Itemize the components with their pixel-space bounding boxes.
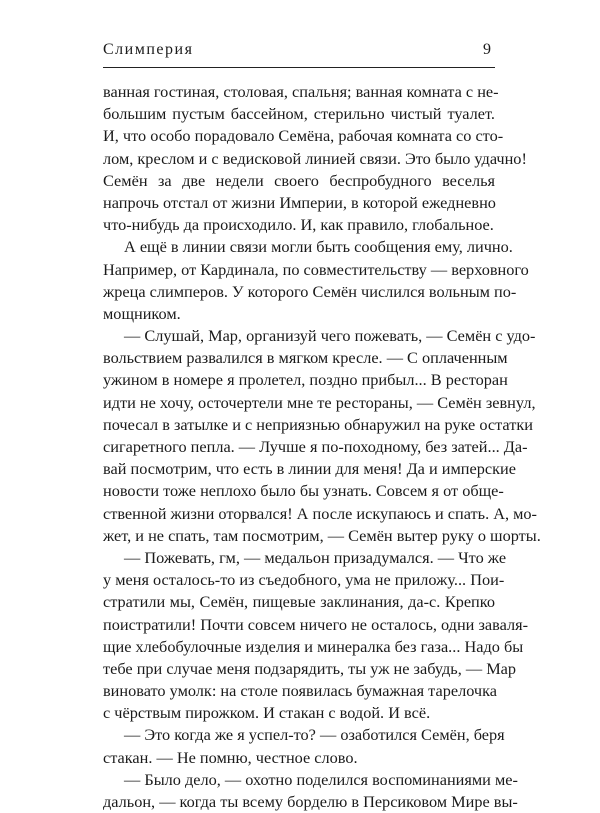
header-rule (103, 67, 495, 68)
text-line: А ещё в линии связи могли быть сообщения ему, лично. (124, 237, 513, 257)
text-line: — Пожевать, гм, — медальон призадумался. — Что же (124, 547, 507, 567)
text-line: И, что особо порадовало Семёна, рабочая комната со сто- (103, 126, 504, 146)
text-line: Семён за две недели своего беспробудного веселья (103, 170, 495, 190)
text-line: почесал в затылке и с неприязнью обнаружил на руке остатки (103, 414, 533, 434)
text-line: щие хлебобулочные изделия и минералка без газа... Надо бы (103, 636, 524, 656)
text-line: вай посмотрим, что есть в линии для меня! Да и имперские (103, 459, 516, 479)
text-line: — Это когда же я успел-то? — озаботился Семён, беря (124, 725, 505, 745)
text-line: вольствием развалился в мягком кресле. — С оплаченным (103, 348, 508, 368)
text-line: дальон, — когда ты всему борделю в Персиковом Мире вы- (103, 792, 518, 811)
text-line: лом, креслом и с ведисковой линией связи. Это было удачно! (103, 148, 527, 168)
text-line: жет, и не спать, там посмотрим, — Семён вытер руку о шорты. (103, 525, 541, 545)
text-line: мощником. (103, 303, 181, 323)
text-line: ужином в номере я пролетел, поздно прибыл... В ресторан (103, 370, 508, 390)
text-line: виновато умолк: на столе появилась бумажная тарелочка (103, 681, 497, 701)
text-line: напрочь отстал от жизни Империи, в которой ежедневно (103, 192, 496, 212)
text-line: стакан. — Не помню, честное слово. (103, 747, 358, 767)
text-line: Например, от Кардинала, по совместительству — верховного (103, 259, 529, 279)
text-line: ванная гостиная, столовая, спальня; ванная комната с не- (103, 82, 499, 101)
text-line: новости тоже неплохо было бы узнать. Совсем я от обще- (103, 481, 504, 501)
running-title: Слимперия (103, 41, 194, 58)
running-header (103, 40, 495, 62)
text-line: тебе при случае меня подзарядить, ты уж не забудь, — Мар (103, 658, 517, 678)
text-line: у меня осталось-то из съедобного, ума не приложу... Пои- (103, 570, 505, 590)
text-line: сигаретного пепла. — Лучше я по-походному, без затей... Да- (103, 437, 528, 456)
text-line: идти не хочу, осточертели мне те рестораны, — Семён зевнул, (103, 392, 536, 412)
text-line: стратили мы, Семён, пищевые заклинания, да-с. Крепко (103, 592, 495, 612)
text-line: с чёрствым пирожком. И стакан с водой. И всё. (103, 703, 431, 723)
text-line: что-нибудь да происходило. И, как правило, глобальное. (103, 215, 494, 235)
text-line: — Слушай, Мар, организуй чего пожевать, — Семён с удо- (124, 326, 536, 346)
text-line: ственной жизни оторвался! А после искупаюсь и спать. А, мо- (103, 503, 537, 523)
body-text (103, 81, 541, 813)
page-number: 9 (483, 41, 491, 58)
text-line: поистратили! Почти совсем ничего не осталось, одни заваля- (103, 614, 528, 634)
text-line: — Было дело, — охотно поделился воспоминаниями ме- (124, 769, 518, 789)
text-line: жреца слимперов. У которого Семён числился вольным по- (103, 281, 517, 301)
text-line: большим пустым бассейном, стерильно чистый туалет. (103, 104, 495, 124)
